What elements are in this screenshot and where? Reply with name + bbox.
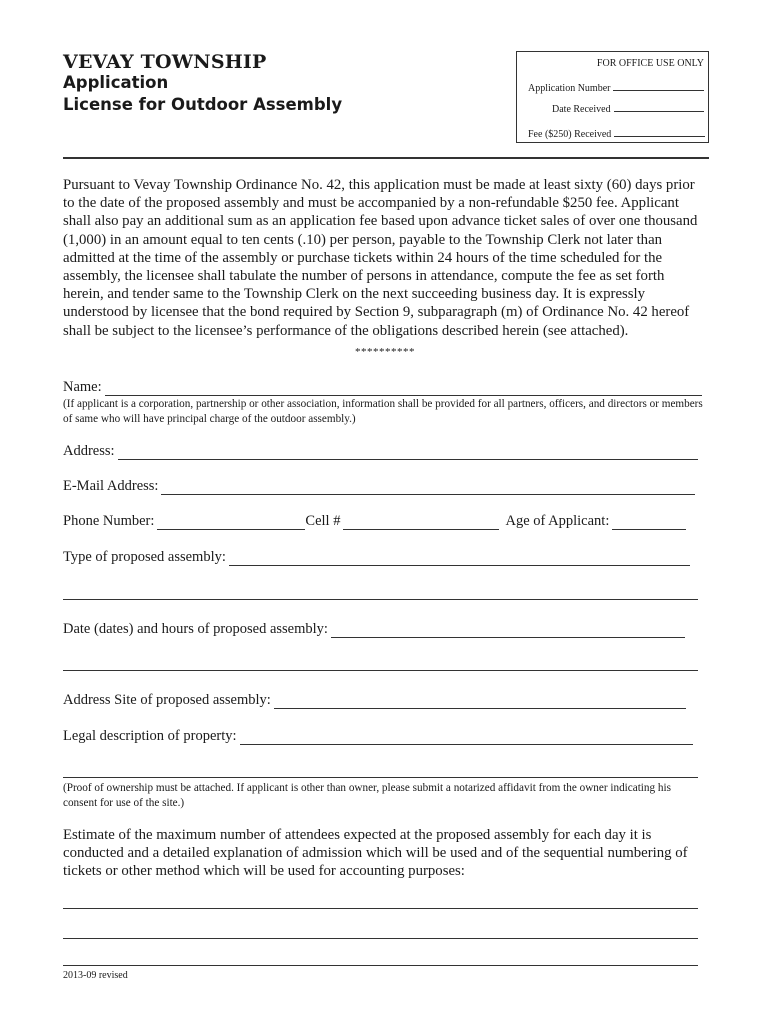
office-use-heading: FOR OFFICE USE ONLY — [596, 58, 704, 69]
email-row — [63, 478, 695, 495]
document-subtitle: Application — [63, 73, 169, 92]
name-note: (If applicant is a corporation, partnership or other association, information shall be provided for all partners, officers, and directors or members of same who will have principal charge of the outdoor assembly.) — [63, 398, 703, 425]
assembly-dates-row — [63, 621, 685, 638]
age-label: Age of Applicant: — [505, 513, 610, 529]
application-number-field[interactable] — [613, 81, 704, 91]
address-row — [63, 443, 698, 460]
intro-paragraph: Pursuant to Vevay Township Ordinance No. 42, this application must be made at least sixty (60) days prior to the date of the proposed assembly and must be accompanied by a non-refundable $250 fee. Applicant shall also pay an additional sum as an application fee based upon advance ticket sales of over one thousand (1,000) in an amount equal to ten cents (.10) per person, payable to the Township Clerk not later than admitted at the time of the assembly or purchase tickets within 24 hours of the time scheduled for the assembly, the licensee shall tabulate the number of persons in attendance, compute the fee as set forth herein, and tender same to the Township Clerk on the next succeeding business day. It is expressly understood by licensee that the bond required by Section 9, subparagraph (m) of Ordinance No. 42 hereof shall be subject to the licensee’s performance of the obligations described herein (see attached). — [63, 177, 698, 339]
estimate-answer-line-3[interactable] — [63, 965, 698, 966]
legal-description-label: Legal description of property: — [63, 728, 237, 744]
estimate-answer-line-2[interactable] — [63, 938, 698, 939]
address-label: Address: — [63, 443, 115, 459]
fee-received-row — [528, 127, 705, 140]
assembly-site-row — [63, 692, 686, 709]
assembly-site-field[interactable] — [274, 694, 686, 709]
assembly-type-row — [63, 549, 690, 566]
cell-label: Cell # — [305, 513, 341, 529]
document-subtitle-license: License for Outdoor Assembly — [63, 95, 343, 114]
phone-label: Phone Number: — [63, 513, 155, 529]
assembly-site-label: Address Site of proposed assembly: — [63, 692, 271, 708]
date-received-label: Date Received — [552, 104, 611, 115]
age-field[interactable] — [612, 515, 686, 530]
phone-field[interactable] — [157, 515, 305, 530]
legal-description-field[interactable] — [240, 730, 693, 745]
application-number-label: Application Number — [528, 83, 611, 94]
name-field[interactable] — [105, 381, 702, 396]
phone-row — [63, 513, 686, 530]
date-received-field[interactable] — [614, 102, 704, 112]
assembly-type-label: Type of proposed assembly: — [63, 549, 226, 565]
email-label: E-Mail Address: — [63, 478, 159, 494]
proof-of-ownership-note: (Proof of ownership must be attached. If applicant is other than owner, please submit a notarized affidavit from the owner indicating his consent for use of the site.) — [63, 782, 671, 809]
legal-description-row — [63, 728, 693, 745]
assembly-dates-field[interactable] — [331, 623, 685, 638]
estimate-paragraph: Estimate of the maximum number of attendees expected at the proposed assembly for each day it is conducted and a detailed explanation of admission which will be used and of the sequential numbering of tickets or other method which will be used for accounting purposes: — [63, 827, 688, 880]
assembly-dates-label: Date (dates) and hours of proposed assembly: — [63, 621, 328, 637]
date-received-row — [552, 102, 704, 115]
fee-received-field[interactable] — [614, 127, 705, 137]
email-field[interactable] — [161, 480, 695, 495]
legal-description-field-continued[interactable] — [63, 777, 698, 778]
header-divider — [63, 157, 709, 159]
document-title: VEVAY TOWNSHIP — [63, 51, 267, 73]
section-separator: ********** — [355, 346, 415, 358]
application-number-row — [528, 81, 704, 94]
estimate-answer-line-1[interactable] — [63, 908, 698, 909]
cell-field[interactable] — [343, 515, 499, 530]
revision-footer: 2013-09 revised — [63, 970, 128, 981]
name-row — [63, 379, 702, 396]
assembly-dates-field-continued[interactable] — [63, 670, 698, 671]
name-label: Name: — [63, 379, 102, 395]
assembly-type-field-continued[interactable] — [63, 599, 698, 600]
address-field[interactable] — [118, 445, 698, 460]
fee-received-label: Fee ($250) Received — [528, 129, 612, 140]
office-use-box — [516, 51, 709, 143]
assembly-type-field[interactable] — [229, 551, 690, 566]
